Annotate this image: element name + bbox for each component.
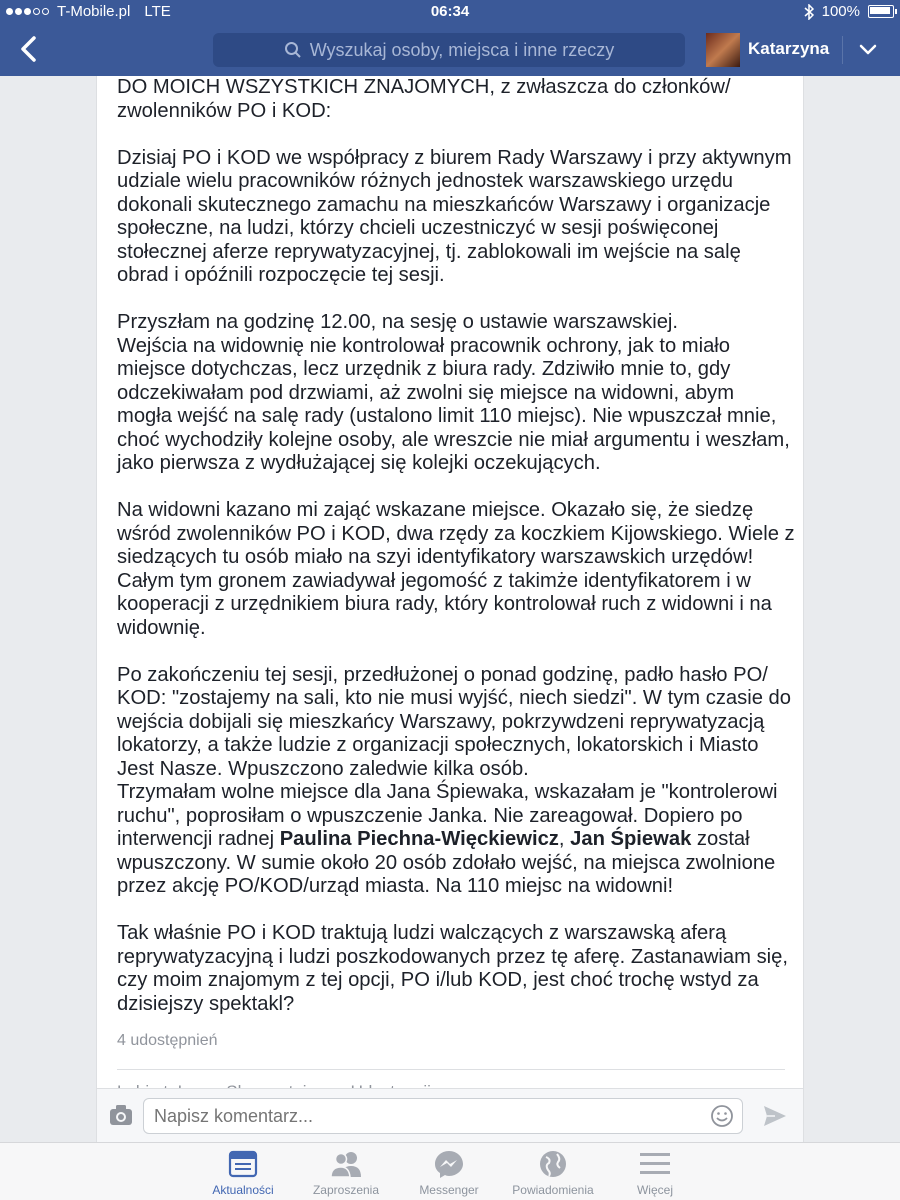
messenger-icon (433, 1149, 465, 1179)
top-navigation-bar (0, 24, 900, 76)
search-box[interactable] (213, 33, 685, 67)
user-name[interactable]: Katarzyna (748, 39, 830, 58)
text-line: Jest Nasze. Wpuszczono zaledwie kilka osób. (117, 757, 529, 780)
send-icon[interactable] (761, 1102, 789, 1130)
text-line: Trzymałam wolne miejsce dla Jana Śpiewaka, wskazałam je "kontrolerowi (117, 781, 778, 803)
text-line: Po zakończeniu tej sesji, przedłużonej o ponad godzinę, padło hasło PO/ (117, 663, 768, 686)
text-line: społeczne, na ludzi, którzy chcieli uczestniczyć w sesji poświęconej (117, 217, 719, 239)
tab-news-feed[interactable] (188, 1149, 298, 1197)
search-placeholder: Wyszukaj osoby, miejsca i inne rzeczy (309, 39, 615, 60)
nav-divider (842, 36, 843, 64)
text-line: lokatorzy, a także ludzie z organizacji społecznych, lokatorskich i Miasto (117, 734, 759, 756)
text-fragment: , (558, 828, 571, 850)
text-line: odczekiwałam pod drzwiami, aż zwolni się miejsce na widowni, abym (117, 381, 735, 404)
text-line: kooperacji z urzędnikiem biura rady, który kontrolował ruch z widowni i na (117, 593, 772, 615)
bluetooth-icon (804, 4, 814, 20)
text-line: Dzisiaj PO i KOD we współpracy z biurem Rady Warszawy i przy aktywnym (117, 146, 792, 169)
text-line: Na widowni kazano mi zająć wskazane miejsce. Okazało się, że siedzę (117, 499, 754, 521)
battery-icon (868, 5, 894, 18)
text-line: jako pierwsza z wydłużającej się kolejki oczekujących. (117, 452, 601, 474)
text-line: obrad i opóźnili rozpoczęcie tej sesji. (117, 264, 445, 286)
post-paragraph (117, 922, 793, 1016)
text-line: Wejścia na widownię nie kontrolował pracownik ochrony, jak to miało (117, 334, 731, 357)
tab-label: Messenger (419, 1183, 479, 1197)
chevron-down-icon[interactable] (858, 39, 878, 59)
text-line: zwolenników PO i KOD: (117, 99, 332, 122)
text-line: przez akcję PO/KOD/urząd miasta. Na 110 miejsc na widowni! (117, 875, 674, 897)
text-line: DO MOICH WSZYSTKICH ZNAJOMYCH, z zwłaszcza do członków/ (117, 76, 731, 98)
news-feed-icon (228, 1149, 258, 1179)
status-right (804, 3, 894, 20)
text-line: choć wychodziły kolejne osoby, ale wreszcie nie miał argumentu i weszłam, (117, 428, 790, 451)
status-bar (0, 0, 900, 24)
text-line: Całym tym gronem zawiadywał jegomość z takimże identyfikatorem i w (117, 569, 751, 592)
divider (117, 1069, 785, 1070)
text-fragment: interwencji radnej (117, 828, 280, 850)
post-text (117, 76, 793, 1040)
tab-label: Aktualności (212, 1183, 274, 1197)
text-line: czy moim znajomym z tej opcji, PO i/lub KOD, jest choć trochę wstyd za (117, 969, 759, 991)
post-paragraph (117, 664, 793, 899)
text-line: wśród zwolenników PO i KOD, dwa rzędy za koczkiem Kijowskiego. Wiele z (117, 522, 795, 545)
text-line: dzisiejszy spektakl? (117, 992, 295, 1015)
text-line: wejścia dobijali się mieszkańcy Warszawy, pokrzywdzeni reprywatyzacją (117, 710, 765, 733)
text-line: mogła wejść na salę rady (ustalono limit 110 miejsc). Nie wpuszczał mnie, (117, 405, 777, 427)
menu-icon (639, 1149, 671, 1179)
text-line: ruchu", poprosiłam o wpuszczenie Janka. Nie zareagował. Dopiero po (117, 804, 743, 827)
post-card (96, 76, 804, 1142)
mention-line (117, 828, 793, 852)
post-paragraph (117, 499, 793, 640)
text-line: Przyszłam na godzinę 12.00, na sesję o ustawie warszawskiej. (117, 311, 679, 333)
comment-bar (96, 1088, 804, 1142)
text-line: wpuszczony. W sumie około 20 osób zdołało wejść, na miejsca zwolnione (117, 851, 776, 874)
text-line: udziale wielu pracowników różnych jednostek warszawskiego urzędu (117, 170, 734, 192)
tab-label: Więcej (636, 1183, 673, 1197)
bottom-tab-bar (0, 1142, 900, 1200)
tab-more[interactable] (600, 1149, 710, 1197)
text-line: widownię. (117, 616, 206, 639)
clock: 06:34 (430, 3, 470, 20)
comment-input[interactable] (143, 1098, 743, 1134)
text-line: stołecznej aferze reprywatyzacyjnej, tj. zablokowali im wejście na salę (117, 240, 741, 263)
post-paragraph (117, 76, 793, 123)
text-line: Tak właśnie PO i KOD traktują ludzi walczących z warszawską aferą (117, 922, 727, 944)
tab-label: Zaproszenia (312, 1183, 380, 1197)
tab-messenger[interactable] (394, 1149, 504, 1197)
back-arrow-icon[interactable] (14, 34, 44, 64)
text-line: KOD: "zostajemy na sali, kto nie musi wyjść, niech siedzi". W tym czasie do (117, 687, 792, 709)
search-icon (284, 41, 302, 59)
emoji-icon[interactable] (710, 1104, 734, 1128)
camera-icon[interactable] (109, 1104, 133, 1126)
mention-link[interactable]: Paulina Piechna-Więckiewicz (279, 828, 559, 850)
post-paragraph (117, 147, 793, 288)
tab-notifications[interactable] (498, 1149, 608, 1197)
text-fragment: został (691, 828, 750, 850)
text-line: miejsce dotychczas, lecz urzędnik z biura rady. Zdziwiło mnie to, gdy (117, 358, 731, 380)
friends-icon (329, 1149, 363, 1179)
battery-percent: 100% (821, 3, 860, 20)
text-line: dokonali skutecznego zamachu na mieszkańców Warszawy i organizacje (117, 193, 771, 216)
globe-icon (537, 1149, 569, 1179)
shares-count[interactable]: 4 udostępnień (117, 1032, 218, 1049)
text-line: siedzących tu osób miało na szyi identyfikatory warszawskich urzędów! (117, 546, 754, 568)
tab-label: Powiadomienia (512, 1183, 594, 1197)
network-type: LTE (144, 3, 171, 20)
user-avatar[interactable] (706, 33, 740, 67)
carrier-name: T-Mobile.pl (57, 3, 131, 20)
post-paragraph (117, 311, 793, 476)
text-line: reprywatyzacyjną i ludzi poszkodowanych przez tę aferę. Zastanawiam się, (117, 945, 788, 968)
tab-friend-requests[interactable] (291, 1149, 401, 1197)
mention-link[interactable]: Jan Śpiewak (570, 828, 692, 850)
